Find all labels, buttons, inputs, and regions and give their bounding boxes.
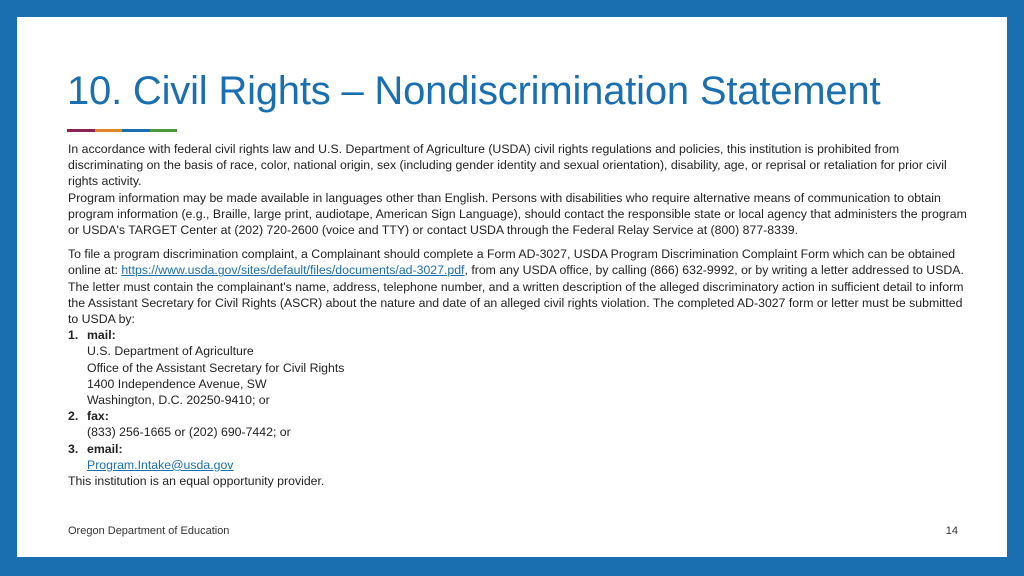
item-label: email:	[87, 441, 123, 456]
item-number: 2.	[68, 409, 79, 424]
ad-3027-form-link[interactable]: https://www.usda.gov/sites/default/files/documents/ad-3027.pdf	[121, 263, 465, 278]
accent-segment-3	[122, 129, 150, 132]
page-number: 14	[945, 525, 958, 537]
accent-segment-4	[150, 129, 178, 132]
submission-item-fax	[68, 408, 968, 424]
mail-address	[68, 343, 968, 408]
paragraph-program-information: Program information may be made available in languages other than English. Persons with disabilities who require alternative means of communication to obtain program information (e.g., Braille, large print, audiotape, American Sign Language), should contact the responsible state or local agency that administers the program or USDA's TARGET Center at (202) 720-2600 (voice and TTY) or contact USDA through the Federal Relay Service at (800) 877-8339.	[68, 190, 967, 238]
paragraph-nondiscrimination: In accordance with federal civil rights law and U.S. Department of Agriculture (USDA) civil rights regulations and policies, this institution is prohibited from discriminating on the basis of race, color, national origin, sex (including gender identity and sexual orientation), disability, age, or reprisal or retaliation for prior civil rights activity.	[68, 142, 947, 189]
paragraph-complaint	[68, 246, 968, 327]
statement-body	[68, 141, 968, 489]
item-number: 3.	[68, 441, 79, 456]
address-line: Washington, D.C. 20250-9410; or	[87, 393, 270, 408]
submission-item-mail	[68, 327, 968, 343]
slide-title: 10. Civil Rights – Nondiscrimination Statement	[67, 69, 881, 113]
item-label: fax:	[87, 409, 109, 424]
complaint-text-end: , from any USDA office, by calling (866) 632-9992, or by writing a letter addressed to USDA. The letter must contain the complainant's name, address, telephone number, and a written description of the alleged discriminatory action in sufficient detail to inform the Assistant Secretary for Civil Rights (ASCR) about the nature and date of an alleged civil rights violation. The completed AD-3027 form or letter must be submitted to USDA by:	[68, 263, 964, 327]
program-intake-email-link[interactable]: Program.Intake@usda.gov	[87, 457, 234, 472]
slide	[17, 17, 1007, 557]
email-line	[68, 457, 968, 473]
address-line: Office of the Assistant Secretary for Civil Rights	[87, 360, 345, 375]
item-number: 1.	[68, 328, 79, 343]
accent-segment-1	[67, 129, 95, 132]
title-accent-bar	[67, 129, 177, 132]
closing-statement: This institution is an equal opportunity provider.	[68, 474, 325, 489]
address-line: U.S. Department of Agriculture	[87, 344, 254, 359]
accent-segment-2	[95, 129, 123, 132]
address-line: 1400 Independence Avenue, SW	[87, 376, 267, 391]
fax-numbers: (833) 256-1665 or (202) 690-7442; or	[87, 425, 291, 440]
item-label: mail:	[87, 328, 116, 343]
footer-organization: Oregon Department of Education	[68, 525, 230, 537]
submission-item-email	[68, 441, 968, 457]
complaint-text-start: To file a program discrimination complaint, a Complainant should complete a Form AD-3027, USDA Program Discrimination Complaint Form which can be obtained online at:	[68, 247, 956, 278]
